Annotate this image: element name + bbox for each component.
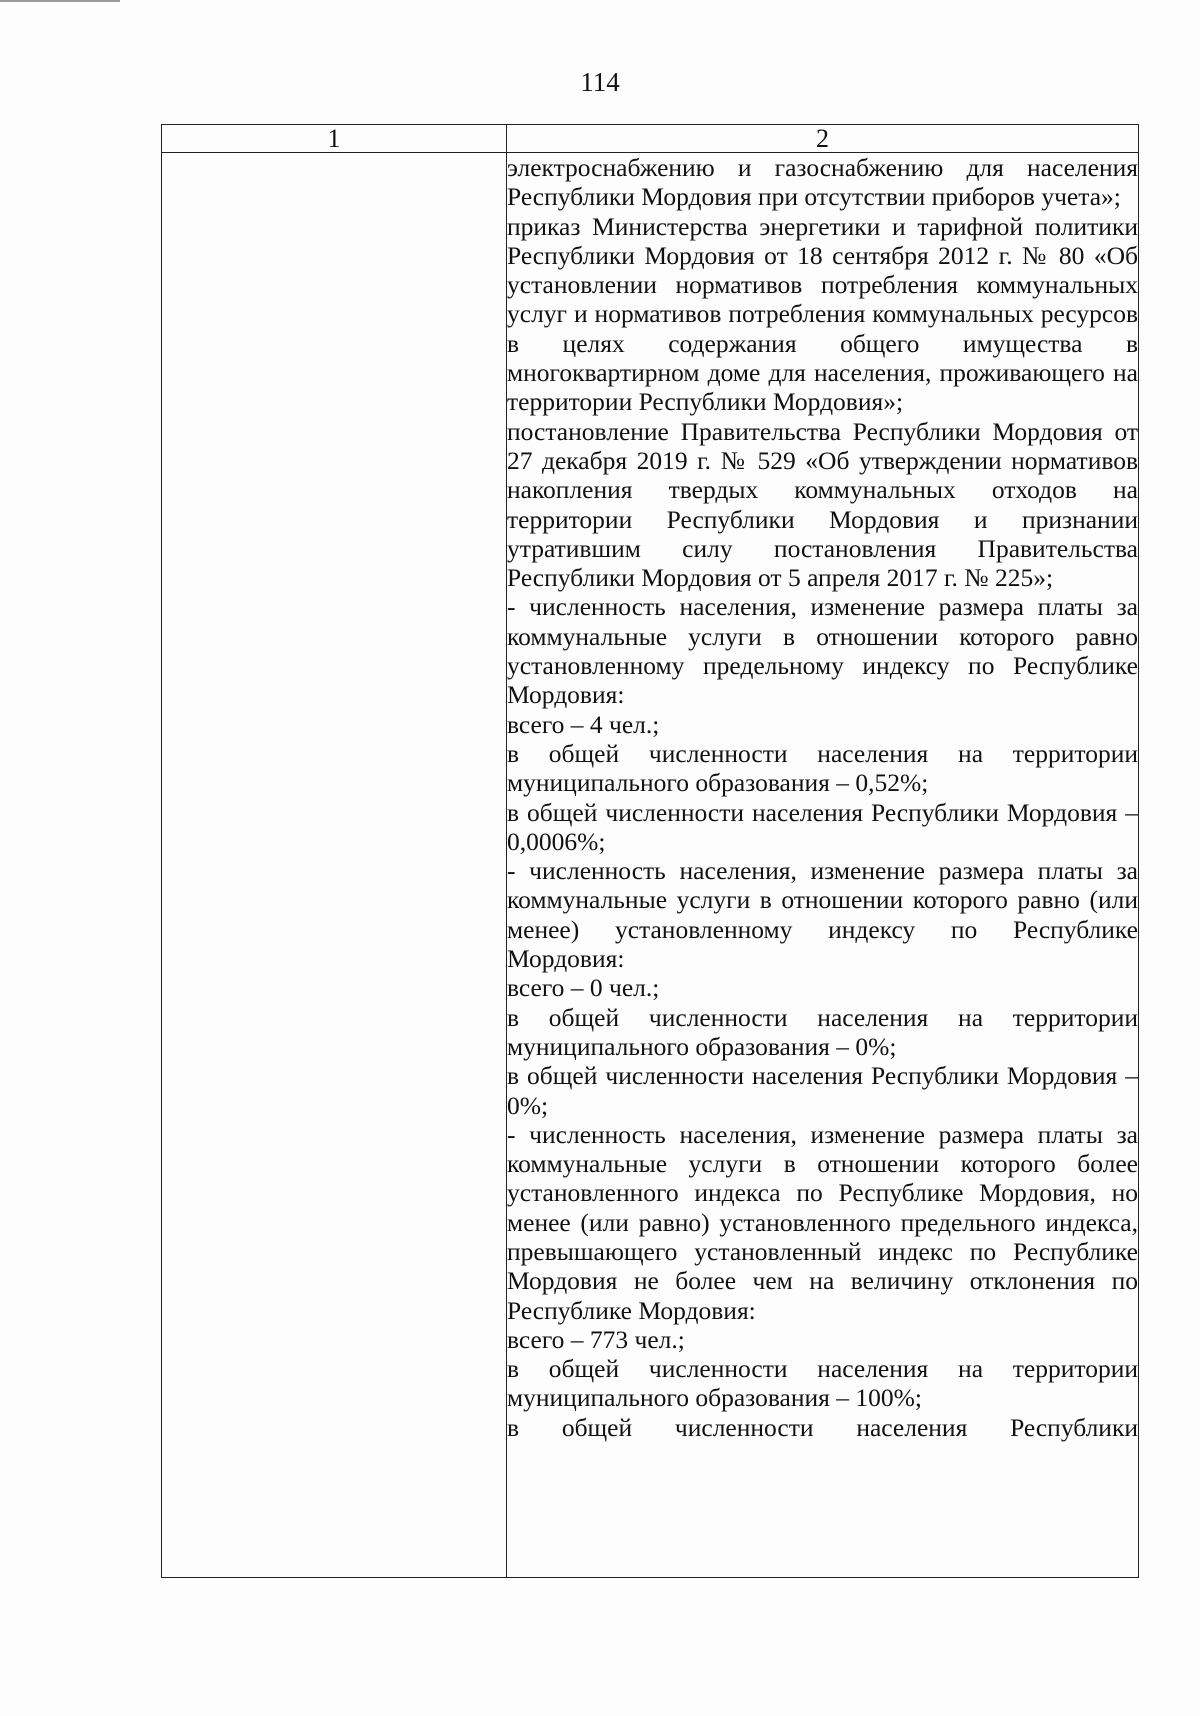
table-row: [162, 153, 1139, 1578]
paragraph-total-0: всего – 0 чел.;: [507, 973, 660, 1003]
paragraph-government-decree: постановление Правительства Республики Мордовия от 27 декабря 2019 г. № 529 «Об утверждении нормативов накопления твердых коммунальных отходов на территории Республики Мордовия и признании утратившим силу постановления Правительства Республики Мордовия от 5 апреля 2017 г. № 225»;: [507, 416, 1138, 593]
table-header-row: [162, 125, 1139, 153]
column-header-1: 1: [162, 125, 507, 153]
paragraph-total-4: всего – 4 чел.;: [507, 709, 660, 739]
paragraph-equal-limit-index: - численность населения, изменение размера платы за коммунальные услуги в отношении которого равно установленному предельному индексу по Республике Мордовия:: [507, 592, 1138, 710]
paragraph-ministry-order: приказ Министерства энергетики и тарифной политики Республики Мордовия от 18 сентября 2012 г. № 80 «Об установлении нормативов потребления коммунальных услуг и нормативов потребления коммунальных ресурсов в целях содержания общего имущества в многоквартирном доме для населения, проживающего на территории Республики Мордовия»;: [507, 211, 1138, 417]
paragraph-share-republic-00006: в общей численности населения Республики Мордовия – 0,0006%;: [507, 797, 1138, 856]
scan-edge-mark: [0, 0, 120, 2]
paragraph-equal-or-less-index: - численность населения, изменение размера платы за коммунальные услуги в отношении которого равно (или менее) установленному индексу по Республике Мордовия:: [507, 856, 1138, 974]
paragraph-share-municipal-052: в общей численности населения на территории муниципального образования – 0,52%;: [507, 738, 1138, 798]
column-2-cell: [507, 153, 1139, 1578]
paragraph-share-municipal-0: в общей численности населения на территории муниципального образования – 0%;: [507, 1002, 1138, 1061]
paragraph-total-773: всего – 773 чел.;: [507, 1324, 685, 1354]
column-header-2: 2: [507, 125, 1139, 153]
paragraph-electro-gas: электроснабжению и газоснабжению для населения Республики Мордовия при отсутствии приборов учета»;: [507, 153, 1138, 212]
paragraph-share-municipal-100: в общей численности населения на территории муниципального образования – 100%;: [507, 1354, 1138, 1413]
content-table: [161, 124, 1139, 1578]
page-number: 114: [580, 67, 620, 97]
paragraph-share-republic-continued: в общей численности населения Республики: [507, 1412, 1138, 1442]
paragraph-above-index: - численность населения, изменение размера платы за коммунальные услуги в отношении которого более установленного индекса по Республике Мордовия, но менее (или равно) установленного предельного индекса, превышающего установленный индекс по Республике Мордовия не более чем на величину отклонения по Республике Мордовия:: [507, 1119, 1138, 1325]
column-1-cell: [162, 153, 507, 1578]
paragraph-share-republic-0: в общей численности населения Республики Мордовия – 0%;: [507, 1061, 1138, 1120]
